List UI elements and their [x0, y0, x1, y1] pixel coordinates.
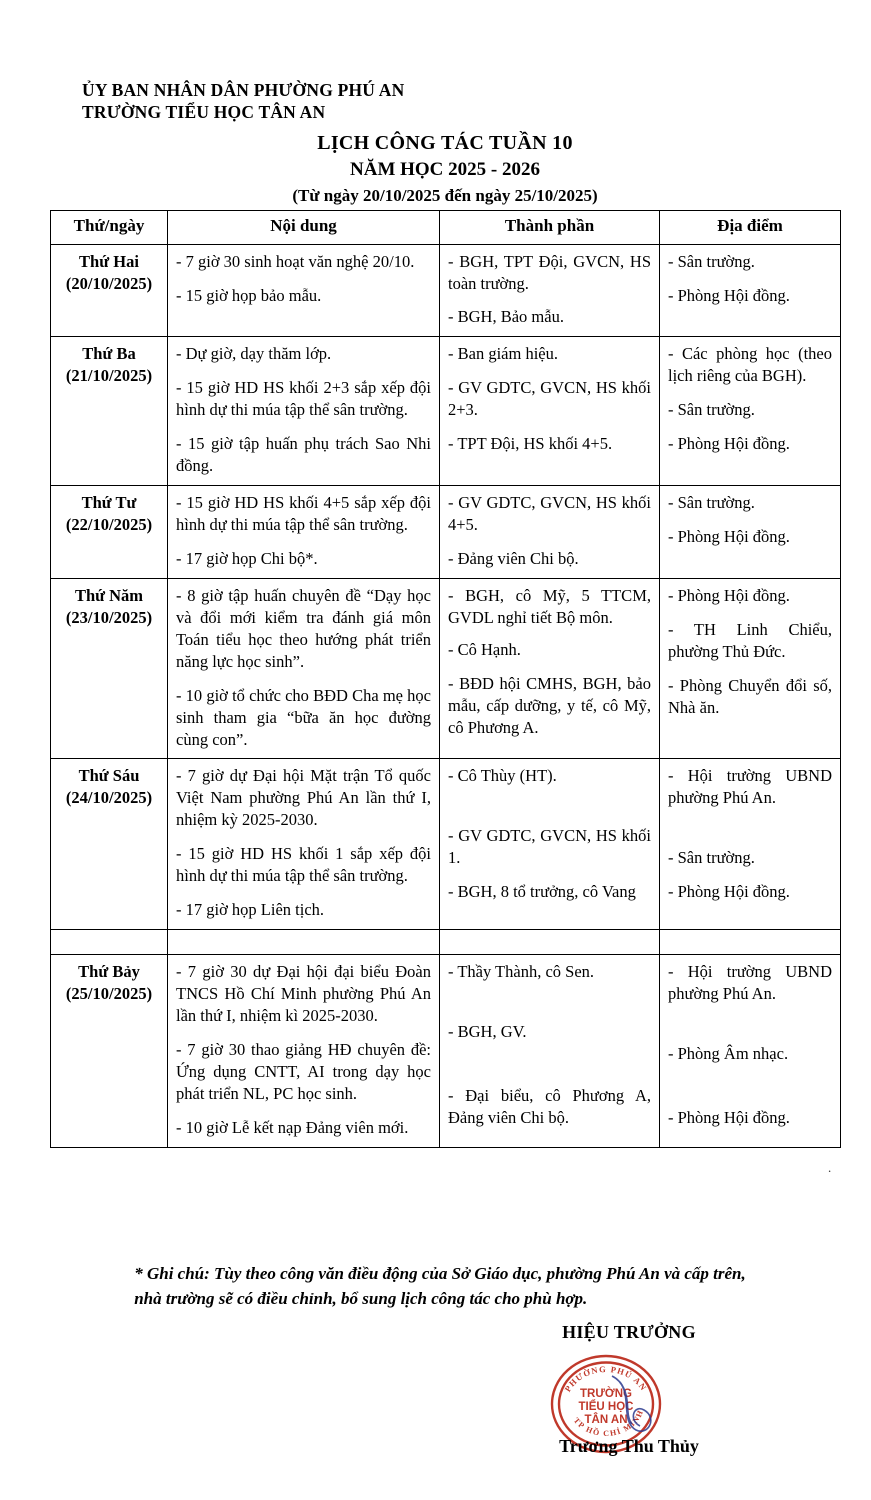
- day-date: (20/10/2025): [65, 273, 153, 293]
- content-cell: [168, 337, 440, 486]
- people-cell: [440, 955, 660, 1148]
- table-row: [51, 955, 841, 1148]
- place-item: - Phòng Hội đồng.: [668, 585, 790, 605]
- day-cell: [51, 244, 168, 337]
- day-name: Thứ Bảy: [78, 962, 140, 982]
- title-block: [50, 130, 840, 208]
- column-header-people: Thành phần: [440, 211, 660, 245]
- place-item: - Phòng Chuyển đổi số, Nhà ăn.: [668, 675, 832, 717]
- people-item: - Cô Hạnh.: [448, 639, 521, 659]
- day-date: (22/10/2025): [65, 515, 153, 535]
- content-item: - 15 giờ HD HS khối 4+5 sắp xếp đội hình dự thi múa tập thể sân trường.: [176, 493, 431, 535]
- place-item: - Sân trường.: [668, 251, 755, 271]
- people-item: - BGH, TPT Đội, GVCN, HS toàn trường.: [448, 251, 651, 293]
- place-item: - Sân trường.: [668, 493, 755, 513]
- table-spacer-row: [51, 930, 841, 955]
- letterhead: [82, 80, 782, 124]
- people-item: - GV GDTC, GVCN, HS khối 1.: [448, 826, 651, 868]
- content-item: - 10 giờ tổ chức cho BĐD Cha mẹ học sinh tham gia “bữa ăn học đường cùng con”.: [176, 685, 431, 749]
- people-item: - Đảng viên Chi bộ.: [448, 548, 579, 568]
- people-cell: [440, 244, 660, 337]
- day-date: (24/10/2025): [65, 788, 153, 808]
- day-name: Thứ Năm: [74, 585, 144, 605]
- svg-text:TRƯỜNG: TRƯỜNG: [580, 1388, 632, 1400]
- people-item: - BGH, Bảo mẫu.: [448, 307, 564, 327]
- day-cell: [51, 337, 168, 486]
- place-cell: [660, 486, 841, 579]
- footnote: [70, 1262, 810, 1311]
- content-item: - 15 giờ tập huấn phụ trách Sao Nhi đồng.: [176, 434, 431, 476]
- content-item: - Dự giờ, dạy thăm lớp.: [176, 344, 332, 364]
- page-title: LỊCH CÔNG TÁC TUẦN 10: [317, 132, 573, 154]
- content-item: - 7 giờ 30 dự Đại hội đại biểu Đoàn TNCS Hồ Chí Minh phường Phú An lần thứ I, nhiệm kì 2025-2030.: [176, 962, 431, 1025]
- content-item: - 17 giờ họp Liên tịch.: [176, 900, 325, 920]
- svg-text:TÂN AN: TÂN AN: [584, 1414, 628, 1426]
- people-cell: [440, 337, 660, 486]
- content-item: - 7 giờ 30 thao giảng HĐ chuyên đề: Ứng dụng CNTT, AI trong dạy học phát triển NL, PC học sinh.: [176, 1039, 431, 1103]
- place-cell: [660, 578, 841, 759]
- signer-name: Trương Thu Thủy: [559, 1436, 699, 1456]
- content-item: - 7 giờ dự Đại hội Mặt trận Tổ quốc Việt Nam phường Phú An lần thứ I, nhiệm kỳ 2025-2030.: [176, 766, 431, 830]
- column-header-content: Nội dung: [168, 211, 440, 245]
- day-cell: [51, 759, 168, 930]
- content-cell: [168, 578, 440, 759]
- place-item: - Phòng Hội đồng.: [668, 1107, 790, 1127]
- column-header-day: Thứ/ngày: [51, 211, 168, 245]
- stray-mark: .: [828, 1160, 832, 1175]
- place-cell: [660, 244, 841, 337]
- day-cell: [51, 578, 168, 759]
- day-cell: [51, 955, 168, 1148]
- organization-line-1: ỦY BAN NHÂN DÂN PHƯỜNG PHÚ AN: [82, 80, 405, 100]
- content-item: - 15 giờ HD HS khối 2+3 sắp xếp đội hình dự thi múa tập thể sân trường.: [176, 378, 431, 420]
- table-header-row: [51, 211, 841, 245]
- place-item: - Phòng Hội đồng.: [668, 434, 790, 454]
- people-item: - TPT Đội, HS khối 4+5.: [448, 434, 613, 454]
- people-item: - BĐD hội CMHS, BGH, bảo mẫu, cấp dưỡng, y tế, cô Mỹ, cô Phương A.: [448, 673, 651, 737]
- content-cell: [168, 244, 440, 337]
- place-item: - Sân trường.: [668, 848, 755, 868]
- footnote-line-1: * Ghi chú: Tùy theo công văn điều động của Sở Giáo dục, phường Phú An và cấp trên,: [134, 1264, 746, 1283]
- footnote-line-2: nhà trường sẽ có điều chỉnh, bổ sung lịch công tác cho phù hợp.: [134, 1288, 588, 1308]
- signature-block: [469, 1322, 789, 1343]
- content-cell: [168, 486, 440, 579]
- table-row: [51, 578, 841, 759]
- people-item: - Ban giám hiệu.: [448, 344, 558, 364]
- people-item: - BGH, 8 tổ trưởng, cô Vang: [448, 882, 636, 902]
- table-row: [51, 486, 841, 579]
- day-name: Thứ Sáu: [78, 766, 140, 786]
- people-item: - GV GDTC, GVCN, HS khối 4+5.: [448, 493, 651, 535]
- date-range: (Từ ngày 20/10/2025 đến ngày 25/10/2025): [292, 185, 598, 205]
- content-item: - 8 giờ tập huấn chuyên đề “Dạy học và đổi mới kiểm tra đánh giá môn Toán tiểu học theo hướng phát triển năng lực học sinh”.: [176, 585, 431, 671]
- place-item: - Hội trường UBND phường Phú An.: [668, 962, 832, 1004]
- place-cell: [660, 337, 841, 486]
- content-item: - 15 giờ HD HS khối 1 sắp xếp đội hình dự thi múa tập thể sân trường.: [176, 844, 431, 886]
- organization-line-2: TRƯỜNG TIỂU HỌC TÂN AN: [82, 101, 326, 122]
- table-row: [51, 759, 841, 930]
- people-item: - BGH, cô Mỹ, 5 TTCM, GVDL nghỉ tiết Bộ môn.: [448, 585, 651, 627]
- place-item: - Các phòng học (theo lịch riêng của BGH).: [668, 344, 832, 386]
- content-item: - 17 giờ họp Chi bộ*.: [176, 548, 318, 568]
- place-item: - Hội trường UBND phường Phú An.: [668, 766, 832, 808]
- people-cell: [440, 486, 660, 579]
- place-item: - TH Linh Chiểu, phường Thủ Đức.: [668, 619, 832, 661]
- people-item: - Cô Thùy (HT).: [448, 766, 557, 786]
- place-item: - Sân trường.: [668, 400, 755, 420]
- day-date: (25/10/2025): [65, 984, 153, 1004]
- people-item: - BGH, GV.: [448, 1022, 527, 1042]
- svg-text:PHƯỜNG PHÚ AN: PHƯỜNG PHÚ AN: [562, 1363, 650, 1394]
- content-cell: [168, 955, 440, 1148]
- people-cell: [440, 759, 660, 930]
- day-date: (23/10/2025): [65, 607, 153, 627]
- day-name: Thứ Tư: [81, 493, 137, 513]
- place-item: - Phòng Hội đồng.: [668, 882, 790, 902]
- content-item: - 15 giờ họp bảo mẫu.: [176, 285, 322, 305]
- content-item: - 10 giờ Lễ kết nạp Đảng viên mới.: [176, 1117, 409, 1137]
- place-cell: [660, 955, 841, 1148]
- signature-title: HIỆU TRƯỞNG: [562, 1322, 696, 1342]
- day-date: (21/10/2025): [65, 366, 153, 386]
- table-row: [51, 244, 841, 337]
- table-row: [51, 337, 841, 486]
- day-cell: [51, 486, 168, 579]
- svg-text:TP HỒ CHÍ MINH: TP HỒ CHÍ MINH: [571, 1408, 646, 1439]
- people-item: - Thầy Thành, cô Sen.: [448, 962, 595, 982]
- people-cell: [440, 578, 660, 759]
- place-cell: [660, 759, 841, 930]
- day-name: Thứ Hai: [79, 251, 139, 271]
- column-header-place: Địa điểm: [660, 211, 841, 245]
- content-item: - 7 giờ 30 sinh hoạt văn nghệ 20/10.: [176, 251, 415, 271]
- people-item: - Đại biểu, cô Phương A, Đảng viên Chi bộ.: [448, 1085, 651, 1127]
- content-cell: [168, 759, 440, 930]
- place-item: - Phòng Hội đồng.: [668, 527, 790, 547]
- schedule-table: [50, 210, 841, 1148]
- school-year: NĂM HỌC 2025 - 2026: [350, 159, 540, 180]
- place-item: - Phòng Hội đồng.: [668, 285, 790, 305]
- people-item: - GV GDTC, GVCN, HS khối 2+3.: [448, 378, 651, 420]
- svg-text:TIỂU HỌC: TIỂU HỌC: [578, 1401, 634, 1413]
- place-item: - Phòng Âm nhạc.: [668, 1043, 789, 1063]
- day-name: Thứ Ba: [82, 344, 136, 364]
